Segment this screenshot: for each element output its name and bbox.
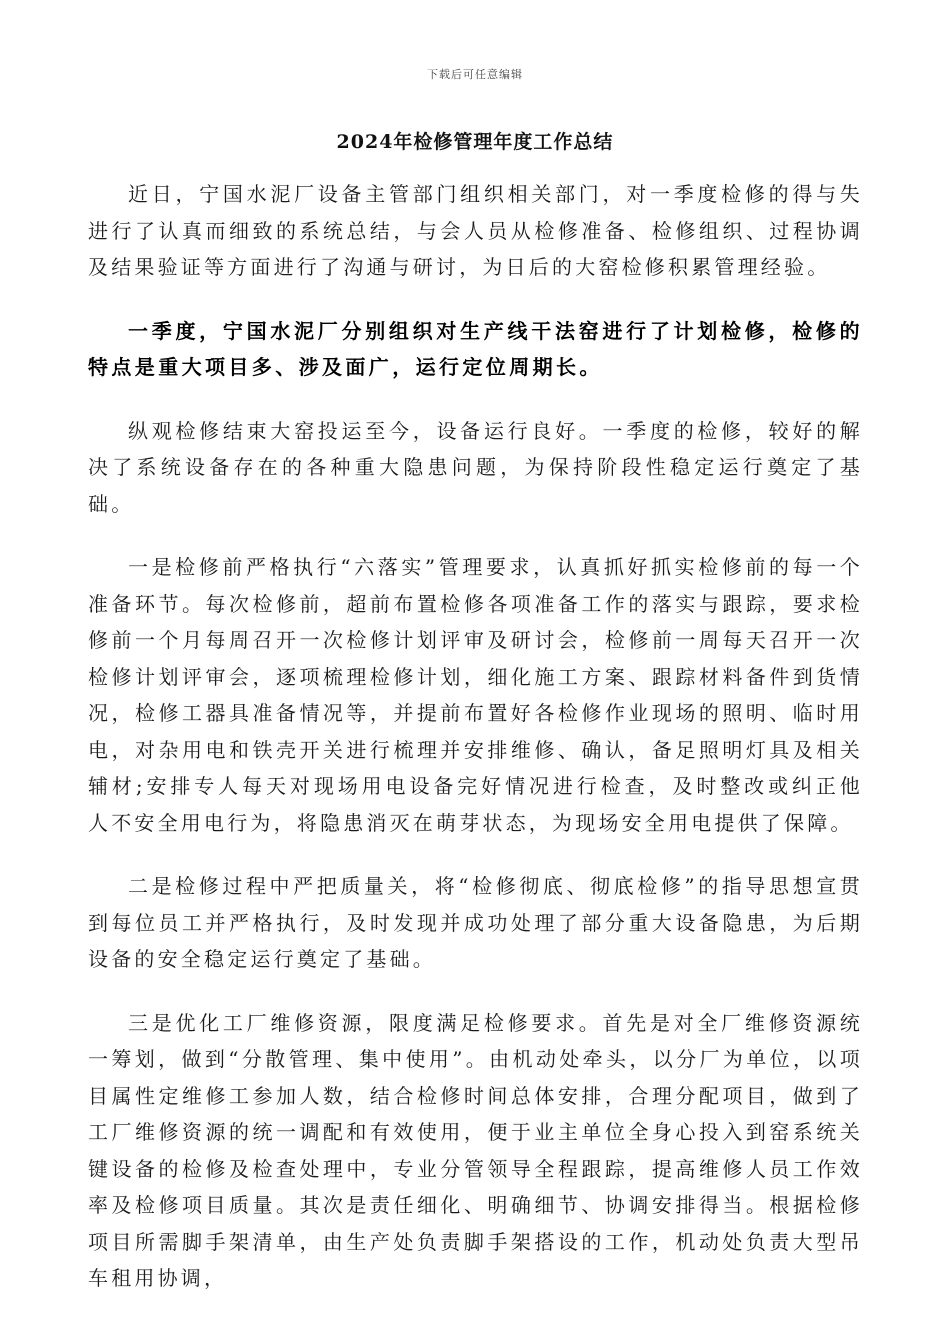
paragraph-overview: 纵观检修结束大窑投运至今，设备运行良好。一季度的检修，较好的解决了系统设备存在的各种重大隐患问题，为保持阶段性稳定运行奠定了基础。 bbox=[88, 418, 863, 516]
header-note: 下载后可任意编辑 bbox=[427, 68, 523, 81]
paragraph-point-one: 一是检修前严格执行“六落实”管理要求，认真抓好抓实检修前的每一个准备环节。每次检修前，超前布置检修各项准备工作的落实与跟踪，要求检修前一个月每周召开一次检修计划评审及研讨会，检修前一周每天召开一次检修计划评审会，逐项梳理检修计划，细化施工方案、跟踪材料备件到货情况，检修工器具准备情况等，并提前布置好各检修作业现场的照明、临时用电，对杂用电和铁壳开关进行梳理并安排维修、确认，备足照明灯具及相关辅材;安排专人每天对现场用电设备完好情况进行检查，及时整改或纠正他人不安全用电行为，将隐患消灭在萌芽状态，为现场安全用电提供了保障。 bbox=[88, 555, 863, 835]
paragraph-point-two: 二是检修过程中严把质量关，将“检修彻底、彻底检修”的指导思想宣贯到每位员工并严格执行，及时发现并成功处理了部分重大设备隐患，为后期设备的安全稳定运行奠定了基础。 bbox=[88, 874, 863, 971]
paragraph-bold-summary: 一季度，宁国水泥厂分别组织对生产线干法窑进行了计划检修，检修的特点是重大项目多、涉及面广，运行定位周期长。 bbox=[88, 318, 863, 379]
document-title: 2024年检修管理年度工作总结 bbox=[336, 131, 614, 153]
document-body bbox=[88, 176, 863, 1324]
paragraph-point-three: 三是优化工厂维修资源，限度满足检修要求。首先是对全厂维修资源统一筹划，做到“分散管理、集中使用”。由机动处牵头，以分厂为单位，以项目属性定维修工参加人数，结合检修时间总体安排，合理分配项目，做到了工厂维修资源的统一调配和有效使用，便于业主单位全身心投入到窑系统关键设备的检修及检查处理中，专业分管领导全程跟踪，提高维修人员工作效率及检修项目质量。其次是责任细化、明确细节、协调安排得当。根据检修项目所需脚手架清单，由生产处负责脚手架搭设的工作，机动处负责大型吊车租用协调， bbox=[88, 1010, 863, 1290]
paragraph-intro: 近日，宁国水泥厂设备主管部门组织相关部门，对一季度检修的得与失进行了认真而细致的系统总结，与会人员从检修准备、检修组织、过程协调及结果验证等方面进行了沟通与研讨，为日后的大窑检修积累管理经验。 bbox=[88, 182, 863, 279]
